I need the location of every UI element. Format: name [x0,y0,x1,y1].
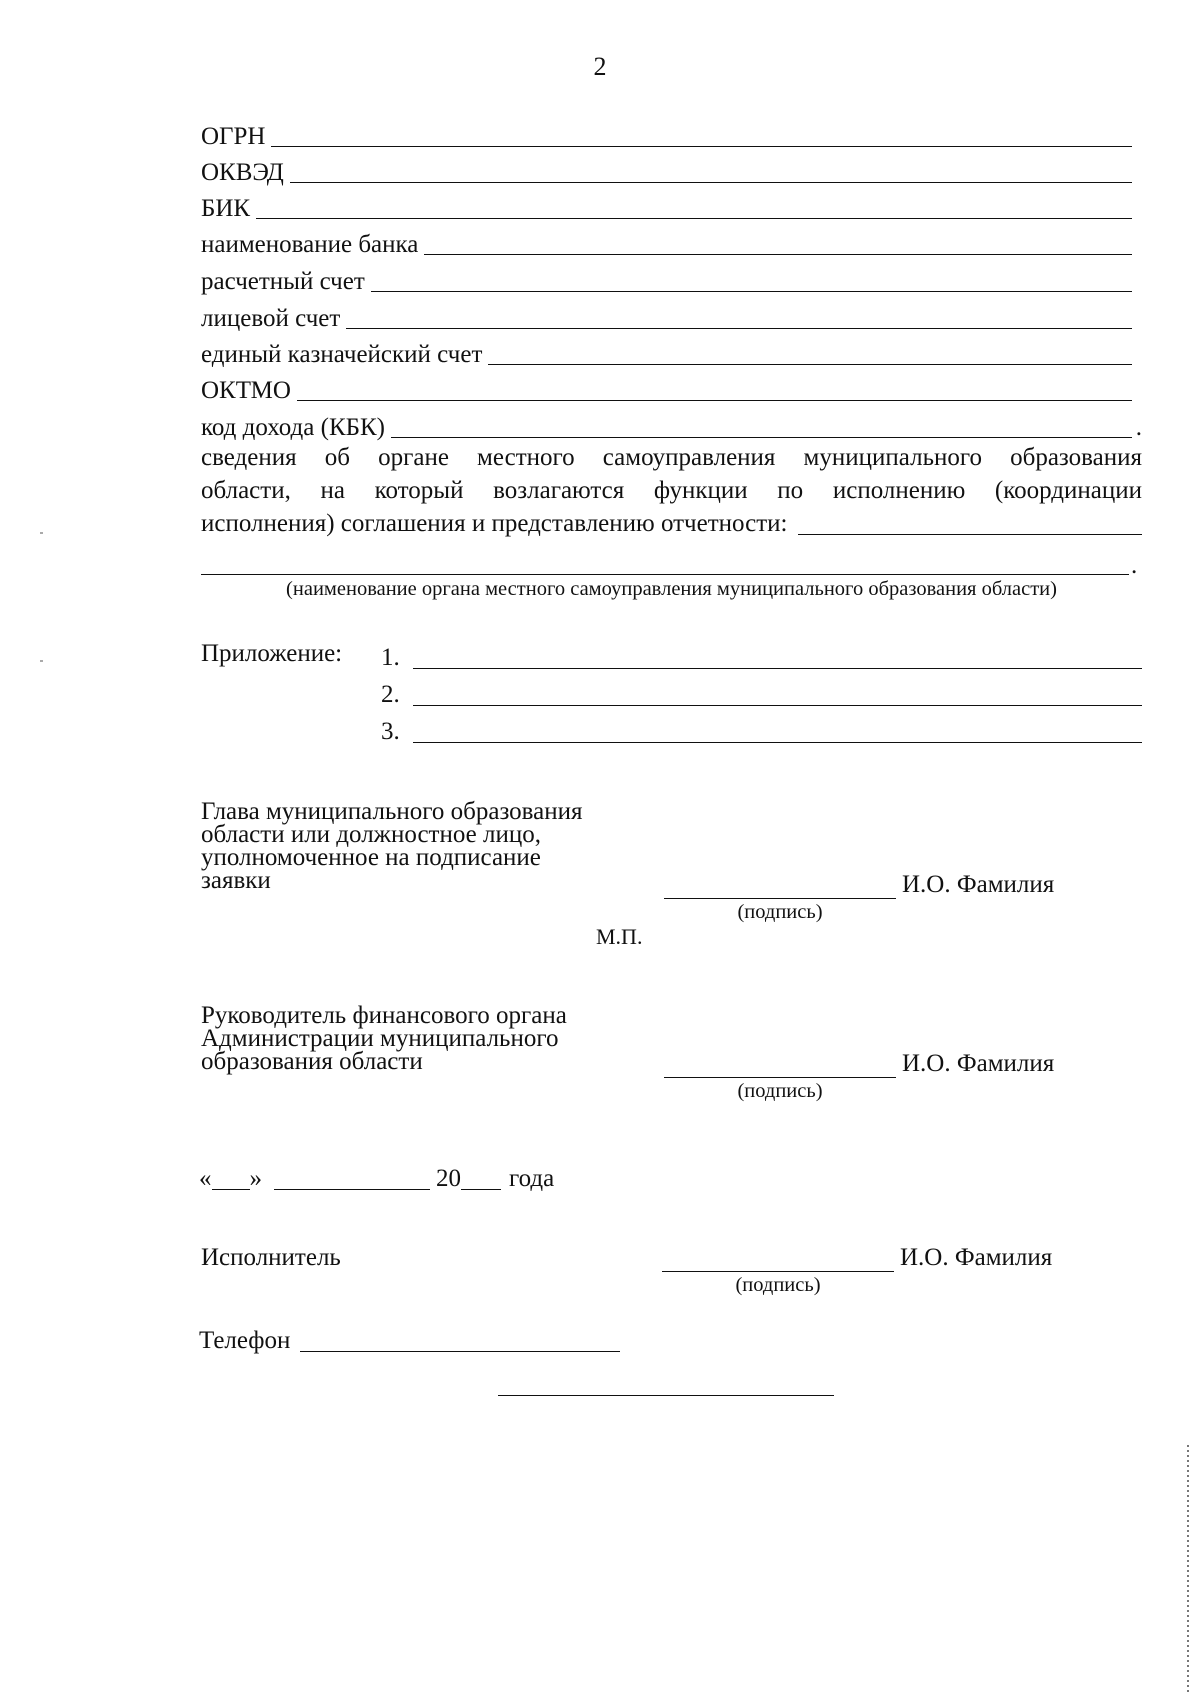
signatory-title-line: образования области [201,1048,423,1075]
field-blank[interactable] [297,399,1132,401]
attachment-blank[interactable] [413,667,1142,669]
date-line [199,1163,554,1193]
field-label: единый казначейский счет [201,341,483,368]
signature-caption: (подпись) [735,1274,821,1296]
signatory-name: И.О. Фамилия [902,1050,1055,1077]
field-blank[interactable] [256,217,1132,219]
field-blank[interactable] [290,181,1132,183]
signature-blank[interactable] [664,898,896,899]
field-bank-name [201,224,1142,258]
signatory-title-line: Руководитель финансового органа [201,1002,567,1029]
scan-speck [40,660,43,662]
signatory-title-line: заявки [201,867,271,894]
field-blank[interactable] [371,290,1132,292]
month-blank[interactable] [274,1188,430,1190]
year-blank[interactable] [461,1188,501,1190]
date-year-prefix: 20 [436,1165,461,1192]
authority-paragraph [201,441,1142,540]
day-blank[interactable] [212,1188,250,1190]
signatory-title-line: области или должностное лицо, [201,821,541,848]
field-label: БИК [201,195,251,222]
signatory-title-line: Глава муниципального образования [201,798,583,825]
attachment-item [381,675,1142,709]
phone-line [199,1325,620,1355]
field-settlement-account [201,261,1142,295]
field-ogrn [201,116,1142,150]
signatory-title-line: уполномоченное на подписание [201,844,541,871]
closing-rule [498,1395,834,1396]
attachment-number: 1. [381,644,400,671]
authority-line-end: . [1131,552,1138,579]
field-blank[interactable] [346,327,1132,329]
field-personal-account [201,298,1142,332]
date-open-quote: « [199,1165,212,1192]
field-label: наименование банка [201,231,419,258]
attachment-number: 2. [381,681,400,708]
field-label: код дохода (КБК) [201,414,385,441]
seal-label: М.П. [596,924,643,949]
field-oktmo [201,370,1142,404]
attachment-item [381,712,1142,746]
signature-caption: (подпись) [737,1080,823,1102]
page-number: 2 [593,52,607,81]
attachment-blank[interactable] [413,741,1142,743]
field-treasury-account [201,334,1142,368]
signatory-name: И.О. Фамилия [902,871,1055,898]
field-label: лицевой счет [201,305,341,332]
field-blank[interactable] [271,145,1132,147]
authority-blank[interactable] [798,533,1143,535]
signature-blank[interactable] [662,1271,894,1272]
phone-blank[interactable] [300,1350,620,1352]
signature-blank[interactable] [664,1077,896,1078]
field-okved [201,152,1142,186]
field-blank[interactable] [488,363,1132,365]
field-bik [201,188,1142,222]
signature-caption: (подпись) [737,901,823,923]
date-close-quote: » [249,1165,262,1192]
field-kbk [201,407,1142,441]
executor-name: И.О. Фамилия [900,1244,1053,1271]
paragraph-line: сведения об органе местного самоуправления муниципального образования [201,444,1142,471]
field-blank[interactable] [424,253,1132,255]
field-label: ОКВЭД [201,159,284,186]
attachment-blank[interactable] [413,704,1142,706]
paragraph-line: области, на который возлагаются функции по исполнению (координации [201,477,1142,504]
field-label: расчетный счет [201,268,365,295]
authority-caption: (наименование органа местного самоуправления муниципального образования области) [286,578,1057,600]
signatory-finance-title [201,1004,641,1073]
field-blank[interactable] [391,436,1132,438]
date-suffix: года [509,1165,555,1192]
scan-edge [1187,1445,1189,1695]
scan-speck [40,532,43,534]
phone-label: Телефон [199,1327,291,1354]
attachments-label: Приложение: [201,640,343,667]
field-suffix: . [1135,414,1142,441]
signatory-head-title [201,800,641,892]
paragraph-line: исполнения) соглашения и представлению отчетности: [201,510,788,537]
attachment-number: 3. [381,718,400,745]
field-label: ОГРН [201,123,266,150]
paragraph-line-with-blank [201,507,1142,540]
authority-name-blank[interactable] [201,574,1129,575]
signatory-title-line: Администрации муниципального [201,1025,559,1052]
attachment-item [381,638,1142,672]
executor-label: Исполнитель [201,1244,341,1271]
field-label: ОКТМО [201,377,291,404]
